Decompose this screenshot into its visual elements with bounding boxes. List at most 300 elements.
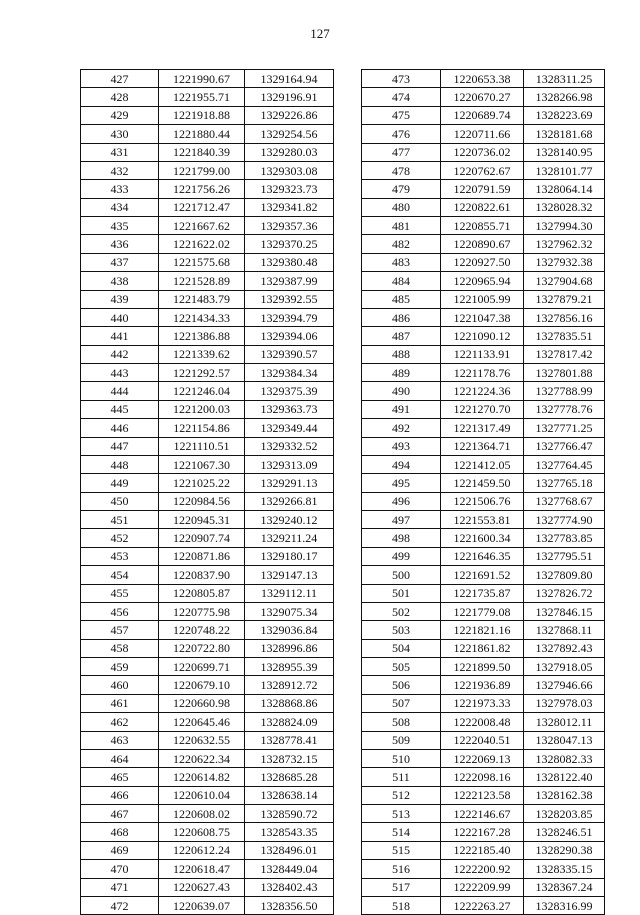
- table-row: [362, 327, 605, 345]
- table-row: [362, 786, 605, 804]
- y-coordinate-cell: 1329266.81: [245, 492, 334, 510]
- x-coordinate-cell: 1221483.79: [159, 290, 245, 308]
- point-number-cell: 438: [81, 272, 159, 290]
- table-row: [81, 602, 334, 620]
- y-coordinate-cell: 1328638.14: [245, 786, 334, 804]
- x-coordinate-cell: 1221667.62: [159, 217, 245, 235]
- point-number-cell: 464: [81, 749, 159, 767]
- table-row: [81, 272, 334, 290]
- y-coordinate-cell: 1329211.24: [245, 529, 334, 547]
- table-row: [362, 676, 605, 694]
- point-number-cell: 489: [362, 364, 441, 382]
- table-row: [362, 529, 605, 547]
- point-number-cell: 511: [362, 768, 441, 786]
- y-coordinate-cell: 1329387.99: [245, 272, 334, 290]
- table-row: [81, 566, 334, 584]
- point-number-cell: 501: [362, 584, 441, 602]
- y-coordinate-cell: 1329075.34: [245, 602, 334, 620]
- y-coordinate-cell: 1328402.43: [245, 878, 334, 896]
- table-row: [81, 400, 334, 418]
- x-coordinate-cell: 1221575.68: [159, 253, 245, 271]
- point-number-cell: 496: [362, 492, 441, 510]
- x-coordinate-cell: 1220632.55: [159, 731, 245, 749]
- point-number-cell: 513: [362, 805, 441, 823]
- y-coordinate-cell: 1327826.72: [524, 584, 605, 602]
- point-number-cell: 516: [362, 860, 441, 878]
- x-coordinate-cell: 1220945.31: [159, 511, 245, 529]
- point-number-cell: 506: [362, 676, 441, 694]
- point-number-cell: 449: [81, 474, 159, 492]
- y-coordinate-cell: 1327771.25: [524, 419, 605, 437]
- point-number-cell: 450: [81, 492, 159, 510]
- x-coordinate-cell: 1220736.02: [441, 143, 524, 161]
- x-coordinate-cell: 1221339.62: [159, 345, 245, 363]
- table-row: [81, 364, 334, 382]
- x-coordinate-cell: 1221990.67: [159, 70, 245, 88]
- x-coordinate-cell: 1220711.66: [441, 125, 524, 143]
- y-coordinate-cell: 1328912.72: [245, 676, 334, 694]
- x-coordinate-cell: 1220855.71: [441, 217, 524, 235]
- x-coordinate-cell: 1221005.99: [441, 290, 524, 308]
- point-number-cell: 507: [362, 694, 441, 712]
- table-row: [81, 878, 334, 896]
- table-row: [362, 896, 605, 914]
- x-coordinate-cell: 1221317.49: [441, 419, 524, 437]
- y-coordinate-cell: 1327892.43: [524, 639, 605, 657]
- point-number-cell: 493: [362, 437, 441, 455]
- y-coordinate-cell: 1329036.84: [245, 621, 334, 639]
- y-coordinate-cell: 1327918.05: [524, 658, 605, 676]
- table-row: [81, 584, 334, 602]
- table-row: [362, 143, 605, 161]
- point-number-cell: 465: [81, 768, 159, 786]
- point-number-cell: 443: [81, 364, 159, 382]
- table-row: [81, 235, 334, 253]
- x-coordinate-cell: 1222008.48: [441, 713, 524, 731]
- table-row: [362, 161, 605, 179]
- table-row: [81, 676, 334, 694]
- table-row: [362, 180, 605, 198]
- point-number-cell: 447: [81, 437, 159, 455]
- y-coordinate-cell: 1329180.17: [245, 547, 334, 565]
- point-number-cell: 469: [81, 841, 159, 859]
- x-coordinate-cell: 1221364.71: [441, 437, 524, 455]
- table-row: [362, 382, 605, 400]
- x-coordinate-cell: 1220890.67: [441, 235, 524, 253]
- y-coordinate-cell: 1329303.08: [245, 161, 334, 179]
- table-row: [362, 492, 605, 510]
- point-number-cell: 431: [81, 143, 159, 161]
- point-number-cell: 479: [362, 180, 441, 198]
- point-number-cell: 488: [362, 345, 441, 363]
- table-row: [81, 511, 334, 529]
- point-number-cell: 475: [362, 106, 441, 124]
- point-number-cell: 517: [362, 878, 441, 896]
- point-number-cell: 470: [81, 860, 159, 878]
- x-coordinate-cell: 1220822.61: [441, 198, 524, 216]
- table-row: [362, 823, 605, 841]
- table-row: [362, 272, 605, 290]
- table-row: [362, 253, 605, 271]
- table-row: [81, 860, 334, 878]
- point-number-cell: 462: [81, 713, 159, 731]
- table-row: [81, 327, 334, 345]
- point-number-cell: 454: [81, 566, 159, 584]
- x-coordinate-cell: 1221821.16: [441, 621, 524, 639]
- table-row: [81, 437, 334, 455]
- table-row: [81, 474, 334, 492]
- x-coordinate-cell: 1220871.86: [159, 547, 245, 565]
- point-number-cell: 440: [81, 308, 159, 326]
- point-number-cell: 442: [81, 345, 159, 363]
- y-coordinate-cell: 1329240.12: [245, 511, 334, 529]
- table-row: [362, 713, 605, 731]
- x-coordinate-cell: 1220722.80: [159, 639, 245, 657]
- x-coordinate-cell: 1221553.81: [441, 511, 524, 529]
- y-coordinate-cell: 1327904.68: [524, 272, 605, 290]
- point-number-cell: 428: [81, 88, 159, 106]
- x-coordinate-cell: 1221861.82: [441, 639, 524, 657]
- y-coordinate-cell: 1329112.11: [245, 584, 334, 602]
- x-coordinate-cell: 1220748.22: [159, 621, 245, 639]
- table-row: [362, 602, 605, 620]
- y-coordinate-cell: 1329323.73: [245, 180, 334, 198]
- table-row: [81, 841, 334, 859]
- point-number-cell: 455: [81, 584, 159, 602]
- x-coordinate-cell: 1220608.02: [159, 805, 245, 823]
- y-coordinate-cell: 1329341.82: [245, 198, 334, 216]
- y-coordinate-cell: 1329196.91: [245, 88, 334, 106]
- table-row: [81, 731, 334, 749]
- x-coordinate-cell: 1221459.50: [441, 474, 524, 492]
- y-coordinate-cell: 1328122.40: [524, 768, 605, 786]
- point-number-cell: 510: [362, 749, 441, 767]
- x-coordinate-cell: 1221133.91: [441, 345, 524, 363]
- point-number-cell: 466: [81, 786, 159, 804]
- x-coordinate-cell: 1221025.22: [159, 474, 245, 492]
- y-coordinate-cell: 1328685.28: [245, 768, 334, 786]
- y-coordinate-cell: 1328203.85: [524, 805, 605, 823]
- point-number-cell: 478: [362, 161, 441, 179]
- point-number-cell: 461: [81, 694, 159, 712]
- x-coordinate-cell: 1221840.39: [159, 143, 245, 161]
- x-coordinate-cell: 1222098.16: [441, 768, 524, 786]
- y-coordinate-cell: 1328824.09: [245, 713, 334, 731]
- y-coordinate-cell: 1328246.51: [524, 823, 605, 841]
- y-coordinate-cell: 1328996.86: [245, 639, 334, 657]
- x-coordinate-cell: 1221412.05: [441, 455, 524, 473]
- point-number-cell: 468: [81, 823, 159, 841]
- point-number-cell: 508: [362, 713, 441, 731]
- y-coordinate-cell: 1327766.47: [524, 437, 605, 455]
- x-coordinate-cell: 1220762.67: [441, 161, 524, 179]
- y-coordinate-cell: 1328290.38: [524, 841, 605, 859]
- x-coordinate-cell: 1221955.71: [159, 88, 245, 106]
- table-row: [81, 308, 334, 326]
- table-row: [362, 584, 605, 602]
- x-coordinate-cell: 1221506.76: [441, 492, 524, 510]
- y-coordinate-cell: 1328868.86: [245, 694, 334, 712]
- point-number-cell: 497: [362, 511, 441, 529]
- y-coordinate-cell: 1327778.76: [524, 400, 605, 418]
- y-coordinate-cell: 1327801.88: [524, 364, 605, 382]
- x-coordinate-cell: 1221200.03: [159, 400, 245, 418]
- table-row: [362, 290, 605, 308]
- table-row: [81, 70, 334, 88]
- x-coordinate-cell: 1222040.51: [441, 731, 524, 749]
- table-row: [81, 749, 334, 767]
- y-coordinate-cell: 1327994.30: [524, 217, 605, 235]
- table-row: [81, 253, 334, 271]
- y-coordinate-cell: 1328367.24: [524, 878, 605, 896]
- y-coordinate-cell: 1329313.09: [245, 455, 334, 473]
- y-coordinate-cell: 1328316.99: [524, 896, 605, 914]
- x-coordinate-cell: 1220689.74: [441, 106, 524, 124]
- y-coordinate-cell: 1329363.73: [245, 400, 334, 418]
- x-coordinate-cell: 1221090.12: [441, 327, 524, 345]
- point-number-cell: 434: [81, 198, 159, 216]
- x-coordinate-cell: 1221292.57: [159, 364, 245, 382]
- point-number-cell: 430: [81, 125, 159, 143]
- x-coordinate-cell: 1221528.89: [159, 272, 245, 290]
- table-row: [81, 492, 334, 510]
- point-number-cell: 445: [81, 400, 159, 418]
- x-coordinate-cell: 1220775.98: [159, 602, 245, 620]
- table-row: [81, 106, 334, 124]
- x-coordinate-cell: 1220660.98: [159, 694, 245, 712]
- x-coordinate-cell: 1220805.87: [159, 584, 245, 602]
- y-coordinate-cell: 1328047.13: [524, 731, 605, 749]
- table-row: [81, 345, 334, 363]
- x-coordinate-cell: 1221756.26: [159, 180, 245, 198]
- x-coordinate-cell: 1221691.52: [441, 566, 524, 584]
- point-number-cell: 439: [81, 290, 159, 308]
- table-row: [81, 768, 334, 786]
- y-coordinate-cell: 1328496.01: [245, 841, 334, 859]
- point-number-cell: 499: [362, 547, 441, 565]
- table-row: [362, 345, 605, 363]
- table-row: [81, 217, 334, 235]
- point-number-cell: 509: [362, 731, 441, 749]
- x-coordinate-cell: 1222069.13: [441, 749, 524, 767]
- x-coordinate-cell: 1220608.75: [159, 823, 245, 841]
- page-number: 127: [310, 26, 330, 41]
- x-coordinate-cell: 1221178.76: [441, 364, 524, 382]
- y-coordinate-cell: 1329392.55: [245, 290, 334, 308]
- point-number-cell: 460: [81, 676, 159, 694]
- point-number-cell: 512: [362, 786, 441, 804]
- x-coordinate-cell: 1222263.27: [441, 896, 524, 914]
- point-number-cell: 448: [81, 455, 159, 473]
- y-coordinate-cell: 1328223.69: [524, 106, 605, 124]
- y-coordinate-cell: 1327932.38: [524, 253, 605, 271]
- table-row: [362, 198, 605, 216]
- point-number-cell: 429: [81, 106, 159, 124]
- point-number-cell: 492: [362, 419, 441, 437]
- x-coordinate-cell: 1222209.99: [441, 878, 524, 896]
- point-number-cell: 437: [81, 253, 159, 271]
- table-row: [362, 217, 605, 235]
- table-row: [362, 419, 605, 437]
- y-coordinate-cell: 1327764.45: [524, 455, 605, 473]
- x-coordinate-cell: 1222200.92: [441, 860, 524, 878]
- table-row: [362, 364, 605, 382]
- x-coordinate-cell: 1220927.50: [441, 253, 524, 271]
- point-number-cell: 480: [362, 198, 441, 216]
- table-row: [362, 437, 605, 455]
- table-row: [81, 180, 334, 198]
- y-coordinate-cell: 1327868.11: [524, 621, 605, 639]
- table-row: [81, 198, 334, 216]
- x-coordinate-cell: 1221270.70: [441, 400, 524, 418]
- table-row: [362, 805, 605, 823]
- table-row: [362, 841, 605, 859]
- x-coordinate-cell: 1220614.82: [159, 768, 245, 786]
- point-number-cell: 515: [362, 841, 441, 859]
- table-row: [81, 143, 334, 161]
- y-coordinate-cell: 1327795.51: [524, 547, 605, 565]
- table-row: [362, 768, 605, 786]
- table-row: [362, 125, 605, 143]
- y-coordinate-cell: 1329280.03: [245, 143, 334, 161]
- y-coordinate-cell: 1328732.15: [245, 749, 334, 767]
- x-coordinate-cell: 1222167.28: [441, 823, 524, 841]
- table-row: [81, 161, 334, 179]
- table-row: [362, 566, 605, 584]
- point-number-cell: 481: [362, 217, 441, 235]
- x-coordinate-cell: 1221224.36: [441, 382, 524, 400]
- point-number-cell: 457: [81, 621, 159, 639]
- point-number-cell: 483: [362, 253, 441, 271]
- point-number-cell: 458: [81, 639, 159, 657]
- y-coordinate-cell: 1328140.95: [524, 143, 605, 161]
- y-coordinate-cell: 1328955.39: [245, 658, 334, 676]
- y-coordinate-cell: 1329349.44: [245, 419, 334, 437]
- x-coordinate-cell: 1221110.51: [159, 437, 245, 455]
- table-row: [362, 878, 605, 896]
- y-coordinate-cell: 1328064.14: [524, 180, 605, 198]
- y-coordinate-cell: 1329390.57: [245, 345, 334, 363]
- table-body-right: [362, 70, 605, 915]
- point-number-cell: 432: [81, 161, 159, 179]
- point-number-cell: 498: [362, 529, 441, 547]
- x-coordinate-cell: 1220612.24: [159, 841, 245, 859]
- y-coordinate-cell: 1328101.77: [524, 161, 605, 179]
- point-number-cell: 491: [362, 400, 441, 418]
- y-coordinate-cell: 1328082.33: [524, 749, 605, 767]
- y-coordinate-cell: 1327768.67: [524, 492, 605, 510]
- x-coordinate-cell: 1221067.30: [159, 455, 245, 473]
- y-coordinate-cell: 1329332.52: [245, 437, 334, 455]
- point-number-cell: 453: [81, 547, 159, 565]
- y-coordinate-cell: 1327788.99: [524, 382, 605, 400]
- y-coordinate-cell: 1328028.32: [524, 198, 605, 216]
- x-coordinate-cell: 1220907.74: [159, 529, 245, 547]
- table-row: [81, 713, 334, 731]
- y-coordinate-cell: 1329254.56: [245, 125, 334, 143]
- point-number-cell: 486: [362, 308, 441, 326]
- point-number-cell: 451: [81, 511, 159, 529]
- y-coordinate-cell: 1327856.16: [524, 308, 605, 326]
- point-number-cell: 441: [81, 327, 159, 345]
- point-number-cell: 495: [362, 474, 441, 492]
- x-coordinate-cell: 1221386.88: [159, 327, 245, 345]
- table-row: [81, 786, 334, 804]
- table-row: [81, 455, 334, 473]
- x-coordinate-cell: 1221936.89: [441, 676, 524, 694]
- x-coordinate-cell: 1220965.94: [441, 272, 524, 290]
- point-number-cell: 482: [362, 235, 441, 253]
- y-coordinate-cell: 1327835.51: [524, 327, 605, 345]
- y-coordinate-cell: 1329384.34: [245, 364, 334, 382]
- x-coordinate-cell: 1221918.88: [159, 106, 245, 124]
- y-coordinate-cell: 1328266.98: [524, 88, 605, 106]
- y-coordinate-cell: 1327765.18: [524, 474, 605, 492]
- table-row: [362, 235, 605, 253]
- table-row: [81, 125, 334, 143]
- point-number-cell: 472: [81, 896, 159, 914]
- y-coordinate-cell: 1328335.15: [524, 860, 605, 878]
- y-coordinate-cell: 1329380.48: [245, 253, 334, 271]
- y-coordinate-cell: 1329291.13: [245, 474, 334, 492]
- table-row: [362, 474, 605, 492]
- x-coordinate-cell: 1221799.00: [159, 161, 245, 179]
- point-number-cell: 471: [81, 878, 159, 896]
- x-coordinate-cell: 1221646.35: [441, 547, 524, 565]
- point-number-cell: 485: [362, 290, 441, 308]
- table-row: [81, 639, 334, 657]
- x-coordinate-cell: 1221779.08: [441, 602, 524, 620]
- y-coordinate-cell: 1329375.39: [245, 382, 334, 400]
- point-number-cell: 473: [362, 70, 441, 88]
- table-row: [81, 529, 334, 547]
- x-coordinate-cell: 1221154.86: [159, 419, 245, 437]
- y-coordinate-cell: 1329226.86: [245, 106, 334, 124]
- table-row: [81, 896, 334, 914]
- coordinates-table-right: [361, 69, 605, 915]
- point-number-cell: 494: [362, 455, 441, 473]
- point-number-cell: 484: [362, 272, 441, 290]
- x-coordinate-cell: 1221434.33: [159, 308, 245, 326]
- x-coordinate-cell: 1221712.47: [159, 198, 245, 216]
- table-row: [362, 455, 605, 473]
- table-body-left: [81, 70, 334, 915]
- point-number-cell: 456: [81, 602, 159, 620]
- table-row: [362, 400, 605, 418]
- table-row: [362, 639, 605, 657]
- x-coordinate-cell: 1221973.33: [441, 694, 524, 712]
- x-coordinate-cell: 1220627.43: [159, 878, 245, 896]
- y-coordinate-cell: 1329147.13: [245, 566, 334, 584]
- y-coordinate-cell: 1327783.85: [524, 529, 605, 547]
- table-row: [81, 805, 334, 823]
- point-number-cell: 500: [362, 566, 441, 584]
- y-coordinate-cell: 1327846.15: [524, 602, 605, 620]
- y-coordinate-cell: 1327879.21: [524, 290, 605, 308]
- x-coordinate-cell: 1222146.67: [441, 805, 524, 823]
- y-coordinate-cell: 1328311.25: [524, 70, 605, 88]
- x-coordinate-cell: 1221880.44: [159, 125, 245, 143]
- table-row: [81, 382, 334, 400]
- y-coordinate-cell: 1328012.11: [524, 713, 605, 731]
- point-number-cell: 435: [81, 217, 159, 235]
- y-coordinate-cell: 1328162.38: [524, 786, 605, 804]
- x-coordinate-cell: 1220618.47: [159, 860, 245, 878]
- x-coordinate-cell: 1220622.34: [159, 749, 245, 767]
- point-number-cell: 463: [81, 731, 159, 749]
- y-coordinate-cell: 1328543.35: [245, 823, 334, 841]
- y-coordinate-cell: 1327962.32: [524, 235, 605, 253]
